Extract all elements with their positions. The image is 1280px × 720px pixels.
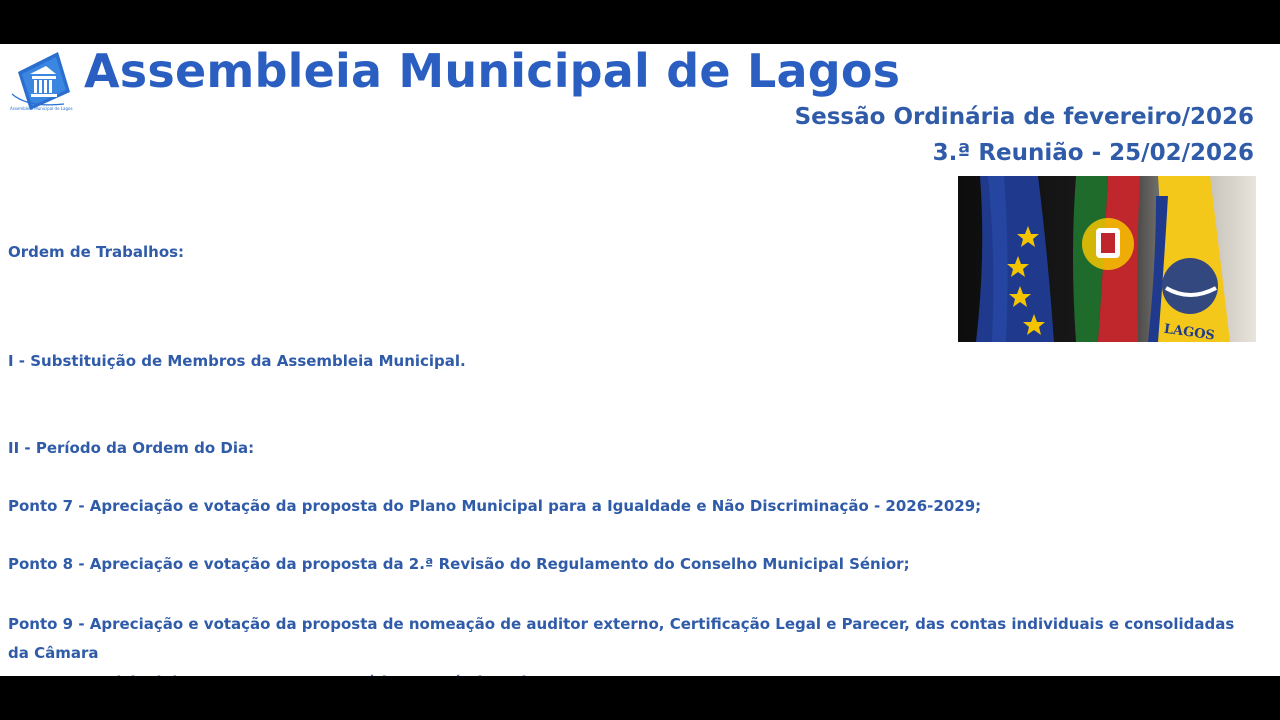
agenda-ponto-7: Ponto 7 - Apreciação e votação da proposta do Plano Municipal para a Igualdade e Não Discriminação - 2026-2029; <box>8 497 982 515</box>
assembly-logo-icon <box>8 50 72 112</box>
letterbox-bottom <box>0 676 1280 720</box>
agenda-ponto-9-line1: Ponto 9 - Apreciação e votação da proposta de nomeação de auditor externo, Certificação Legal e Parecer, das contas individuais e consolidadas da Câmara <box>8 615 1235 662</box>
agenda-ponto-8: Ponto 8 - Apreciação e votação da proposta da 2.ª Revisão do Regulamento do Conselho Municipal Sénior; <box>8 555 910 573</box>
flags-image <box>958 176 1256 342</box>
page-title: Assembleia Municipal de Lagos <box>84 44 901 98</box>
meeting-date: 3.ª Reunião - 25/02/2026 <box>932 140 1254 166</box>
agenda-heading: Ordem de Trabalhos: <box>8 243 185 261</box>
flag-text: LAGOS <box>1162 321 1216 344</box>
session-title: Sessão Ordinária de fevereiro/2026 <box>794 104 1254 130</box>
agenda-item-1: I - Substituição de Membros da Assembleia Municipal. <box>8 352 466 370</box>
letterbox-top <box>0 0 1280 44</box>
agenda-item-2: II - Período da Ordem do Dia: <box>8 439 255 457</box>
logo-text: Assembleia Municipal de Lagos <box>10 106 73 111</box>
slide <box>0 44 1280 676</box>
